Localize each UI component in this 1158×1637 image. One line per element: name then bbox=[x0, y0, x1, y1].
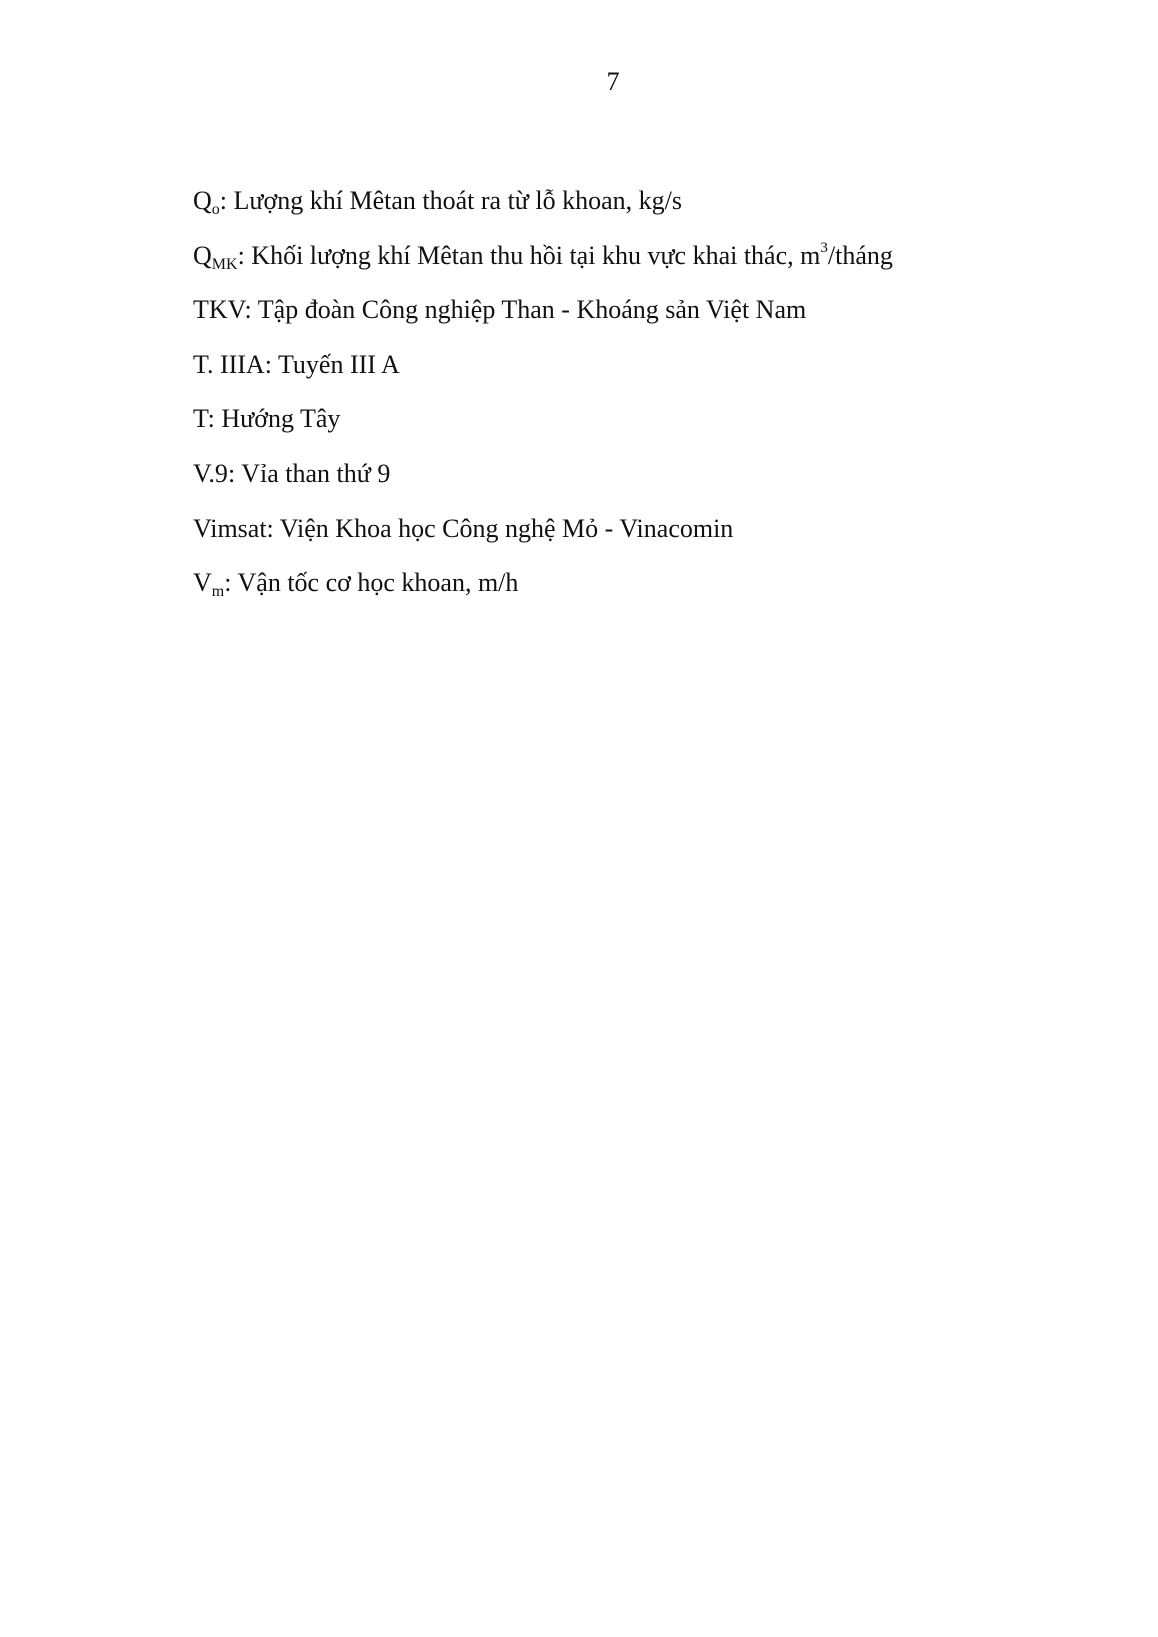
symbol-subscript: m bbox=[211, 583, 225, 601]
definition-tail: /tháng bbox=[827, 240, 893, 270]
symbol-subscript: o bbox=[211, 201, 220, 218]
entry-separator: : bbox=[207, 404, 215, 434]
entry-separator: : bbox=[244, 295, 252, 325]
symbol-text: Q bbox=[193, 240, 212, 270]
definition-text: Khối lượng khí Mêtan thu hồi tại khu vực khai thác, m bbox=[244, 240, 821, 270]
abbreviation-entry-qmk bbox=[193, 236, 1093, 276]
entry-separator: : bbox=[219, 186, 228, 215]
entry-definition: Lượng khí Mêtan thoát ra từ lỗ khoan, kg/s bbox=[227, 186, 682, 215]
symbol-text: Q bbox=[193, 186, 212, 215]
entry-symbol: T bbox=[193, 404, 208, 434]
page-number: 7 bbox=[606, 67, 620, 96]
entry-symbol bbox=[193, 240, 238, 273]
abbreviation-entry-qo bbox=[193, 181, 1093, 221]
entry-definition: Hướng Tây bbox=[214, 404, 341, 434]
entry-definition: Vận tốc cơ học khoan, m/h bbox=[231, 568, 519, 598]
abbreviation-list bbox=[193, 181, 1093, 618]
abbreviation-entry-t-iiia bbox=[193, 345, 1093, 385]
entry-separator: : bbox=[237, 240, 245, 270]
entry-symbol bbox=[193, 186, 220, 218]
entry-symbol: T. IIIA bbox=[193, 349, 265, 379]
entry-symbol: Vimsat bbox=[193, 513, 267, 543]
definition-superscript: 3 bbox=[820, 239, 828, 256]
entry-symbol bbox=[193, 568, 225, 601]
abbreviation-entry-vm bbox=[193, 563, 1093, 603]
entry-separator: : bbox=[266, 513, 274, 543]
entry-separator: : bbox=[227, 458, 236, 488]
entry-definition: Tuyến III A bbox=[271, 349, 400, 379]
abbreviation-entry-t bbox=[193, 399, 1093, 439]
symbol-text: V bbox=[193, 568, 212, 598]
entry-definition: Tập đoàn Công nghiệp Than - Khoáng sản Việt Nam bbox=[251, 295, 807, 325]
symbol-subscript: MK bbox=[211, 255, 238, 273]
abbreviation-entry-v9 bbox=[193, 454, 1093, 494]
entry-symbol: TKV bbox=[193, 295, 245, 325]
entry-definition: Vỉa than thứ 9 bbox=[235, 458, 391, 488]
abbreviation-entry-vimsat bbox=[193, 509, 1093, 549]
entry-definition bbox=[245, 241, 893, 270]
entry-separator: : bbox=[264, 349, 272, 379]
entry-definition: Viện Khoa học Công nghệ Mỏ - Vinacomin bbox=[273, 513, 734, 543]
entry-symbol: V.9 bbox=[193, 458, 228, 488]
entry-separator: : bbox=[224, 568, 232, 598]
abbreviation-entry-tkv bbox=[193, 290, 1093, 330]
